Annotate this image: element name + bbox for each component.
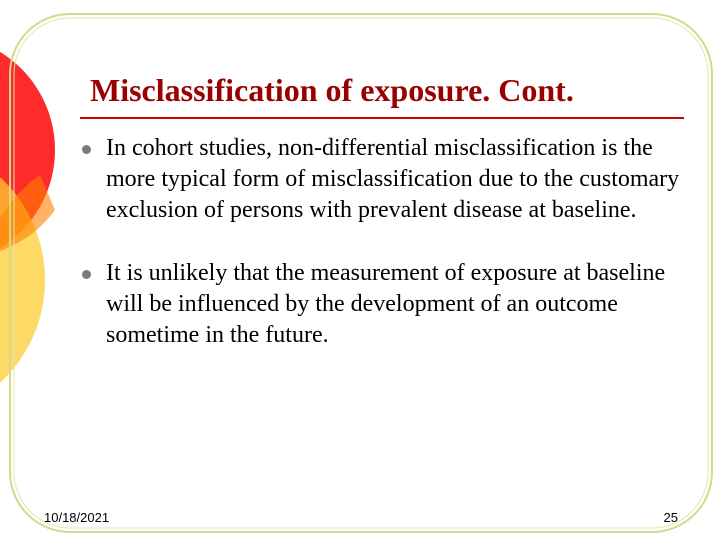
- bullet-dot-icon: [82, 145, 91, 154]
- bullet-dot-icon: [82, 270, 91, 279]
- footer-date: 10/18/2021: [44, 510, 110, 525]
- bullet-text: In cohort studies, non-differential misclassification is the more typical form of misclassification due to the customary exclusion of persons with prevalent disease at baseline.: [106, 135, 680, 223]
- bullet-list: [76, 133, 696, 351]
- slide-title: Misclassification of exposure. Cont.: [90, 72, 574, 108]
- bullet-item: [76, 133, 696, 226]
- bullet-item: [76, 258, 696, 351]
- bullet-text: It is unlikely that the measurement of exposure at baseline will be influenced by the development of an outcome sometime in the future.: [106, 260, 666, 348]
- slide-number: 25: [663, 510, 678, 525]
